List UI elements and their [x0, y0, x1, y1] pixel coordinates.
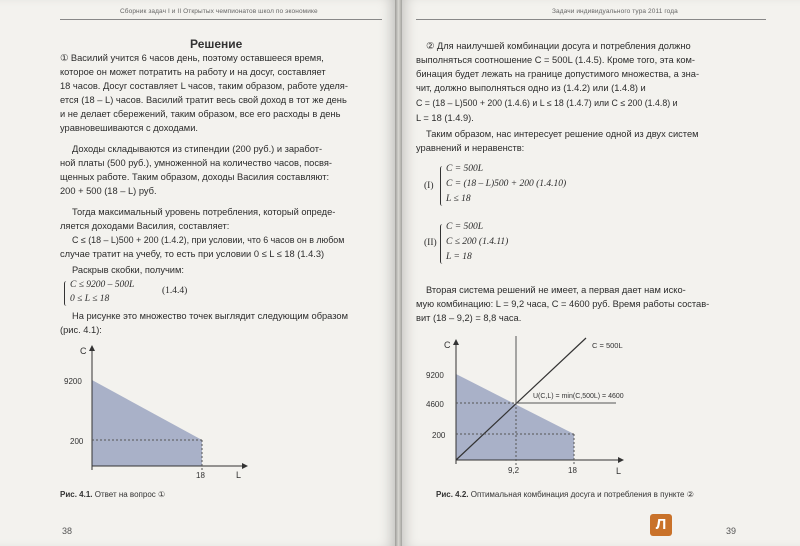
left-running-head: Сборник задач I и II Открытых чемпионатов школ по экономике	[120, 8, 318, 15]
right-paragraph-line: Вторая система решений не имеет, а первая дает нам иско-	[426, 285, 686, 295]
left-paragraph-line: ляется доходами Василия, составляет:	[60, 221, 230, 231]
left-formula-line: C ≤ (18 – L)500 + 200 (1.4.2), при условии, что 6 часов он в любом	[72, 235, 345, 245]
left-paragraph-line: На рисунке это множество точек выглядит следующим образом	[72, 311, 348, 321]
y-axis-label: C	[80, 346, 87, 356]
utility-label: U(C,L) = min(C,500L) = 4600	[533, 393, 624, 400]
right-page-number: 39	[726, 526, 737, 536]
left-page	[0, 0, 395, 546]
right-paragraph-line: бинация будет лежать на границе допустимого множества, а зна-	[416, 69, 700, 79]
left-paragraph-line: случае тратит на учебу, то есть при условии 0 ≤ L ≤ 18 (1.4.3)	[60, 249, 325, 259]
right-page	[402, 0, 800, 546]
system-1-label: (I)	[424, 181, 434, 191]
tick-label-9200: 9200	[426, 371, 444, 380]
left-paragraph-line: Тогда максимальный уровень потребления, который опреде-	[72, 207, 336, 217]
right-header-rule	[416, 19, 766, 20]
system-line: 0 ≤ L ≤ 18	[70, 294, 110, 304]
right-paragraph-line: Таким образом, нас интересует решение одной из двух систем	[426, 129, 699, 139]
right-paragraph-line: выполняться соотношение C = 500L (1.4.5). Кроме того, эта ком-	[416, 55, 696, 65]
system-1-brace	[440, 166, 445, 206]
tick-label-4600: 4600	[426, 400, 444, 409]
x-axis-label: L	[616, 466, 622, 476]
caption-number: Рис. 4.1.	[60, 490, 93, 499]
tick-label-9-2: 9,2	[508, 466, 520, 475]
right-formula-line: L = 18 (1.4.9).	[416, 113, 474, 123]
caption-text: Ответ на вопрос ①	[92, 490, 166, 499]
system-2-line: C ≤ 200 (1.4.11)	[446, 237, 509, 247]
left-paragraph-line: Доходы складываются из стипендии (200 руб.) и заработ-	[72, 144, 323, 154]
system-2-line: C = 500L	[446, 222, 484, 232]
right-paragraph-line: чит, должно выполняться одно из (1.4.2) или (1.4.8) и	[416, 83, 646, 93]
right-formula-line: C = (18 – L)500 + 200 (1.4.6) и L ≤ 18 (1.4.7) или C ≤ 200 (1.4.8) и	[416, 98, 678, 108]
left-paragraph-line: щенных работе. Таким образом, доходы Василия составляют:	[60, 172, 330, 182]
system-line: C ≤ 9200 – 500L	[70, 280, 135, 290]
system-brace	[64, 281, 69, 306]
feasible-set-area	[456, 374, 574, 460]
tick-label-9200: 9200	[64, 377, 82, 386]
left-paragraph-line: ① Василий учится 6 часов день, поэтому оставшееся время,	[60, 53, 324, 63]
equation-number: (1.4.4)	[162, 286, 188, 296]
tick-label-18: 18	[568, 466, 577, 475]
system-2-label: (II)	[424, 238, 437, 248]
system-2-line: L = 18	[446, 252, 472, 262]
feasible-set-area	[92, 380, 202, 466]
right-paragraph-line: ② Для наилучшей комбинации досуга и потребления должно	[426, 41, 691, 51]
tick-label-200: 200	[70, 437, 84, 446]
y-axis-label: C	[444, 340, 451, 350]
solution-heading: Решение	[190, 37, 243, 51]
right-paragraph-line: вит (18 – 9,2) = 8,8 часа.	[416, 313, 522, 323]
right-running-head: Задачи индивидуального тура 2011 года	[552, 8, 678, 15]
left-paragraph-line: ной платы (500 руб.), умноженной на количество часов, посвя-	[60, 158, 332, 168]
right-paragraph-line: уравнений и неравенств:	[416, 143, 525, 153]
left-paragraph-line: и не делает сбережений, таким образом, все его расходы в день	[60, 109, 341, 119]
figure-4-2-caption	[436, 490, 694, 499]
left-page-number: 38	[62, 526, 73, 536]
system-1-line: L ≤ 18	[446, 194, 471, 204]
system-1-line: C = (18 – L)500 + 200 (1.4.10)	[446, 179, 567, 189]
figure-4-1-caption	[60, 490, 165, 499]
left-paragraph-line: 200 + 500 (18 – L) руб.	[60, 186, 157, 196]
right-paragraph-line: мую комбинацию: L = 9,2 часа, C = 4600 руб. Время работы состав-	[416, 299, 710, 309]
figure-4-2-chart	[416, 336, 676, 478]
system-1-line: C = 500L	[446, 164, 484, 174]
left-paragraph-line: которое он может потратить на работу и на досуг, составляет	[60, 67, 326, 77]
x-axis-label: L	[236, 470, 242, 480]
left-paragraph-line: ется (18 – L) часов. Василий тратит весь свой доход в тот же день	[60, 95, 347, 105]
caption-number: Рис. 4.2.	[436, 490, 469, 499]
left-paragraph-line: (рис. 4.1):	[60, 325, 102, 335]
labirint-logo: Л	[650, 514, 672, 536]
left-paragraph-line: уравновешиваются с доходами.	[60, 123, 198, 133]
figure-4-1-chart	[60, 340, 260, 480]
left-paragraph-line: Раскрыв скобки, получим:	[72, 265, 184, 275]
caption-text: Оптимальная комбинация досуга и потребления в пункте ②	[468, 490, 694, 499]
left-paragraph-line: 18 часов. Досуг составляет L часов, таким образом, работе уделя-	[60, 81, 348, 91]
book-gutter	[395, 0, 402, 546]
system-2-brace	[440, 224, 445, 264]
line-label: C = 500L	[592, 341, 623, 350]
left-header-rule	[60, 19, 382, 20]
tick-label-18: 18	[196, 471, 205, 480]
tick-label-200: 200	[432, 431, 446, 440]
